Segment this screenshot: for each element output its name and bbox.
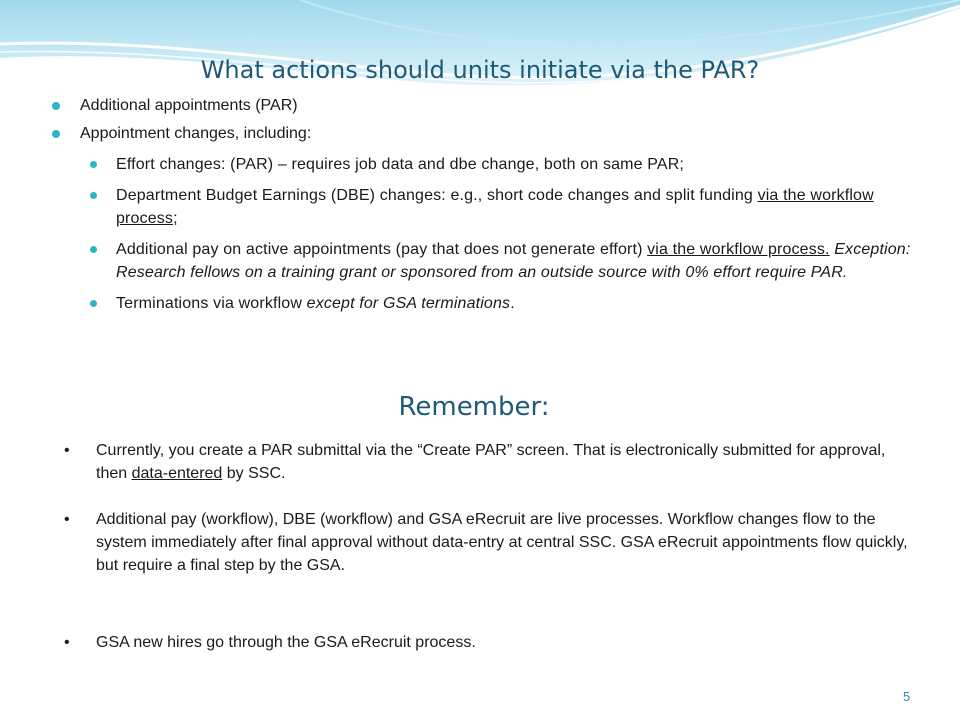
sub-bullet-list	[78, 153, 928, 315]
page-number: 5	[903, 689, 911, 704]
remember-item-create-par: • Currently, you create a PAR submittal via the “Create PAR” screen. That is electronically submitted for approval, then data-entered by SSC.	[64, 439, 914, 485]
bullet-appointment-changes: Appointment changes, including: Effort changes: (PAR) – requires job data and dbe change, both on same PAR; Department Budget Earnings (DBE) changes: e.g., short code changes and split funding via the workflow process; Additional pay on active appointments (pay that does not generate effort) via the workflow process. Exception: Research fellows on a training grant or sponsored from an outside source with 0% effort require PAR. Terminations via workflow except for GSA terminations.	[48, 124, 928, 315]
sub-bullet-terminations: Terminations via workflow except for GSA terminations.	[78, 292, 928, 315]
underlined-text: via the workflow process.	[647, 241, 830, 258]
remember-item-gsa-new-hires: • GSA new hires go through the GSA eRecruit process.	[64, 631, 914, 654]
remember-item-live-processes: • Additional pay (workflow), DBE (workflow) and GSA eRecruit are live processes. Workflow changes flow to the system immediately after final approval without data-entry at central SSC. GSA eRecruit appointments flow quickly, but require a final step by the GSA.	[64, 508, 914, 577]
sub-bullet-additional-pay: Additional pay on active appointments (pay that does not generate effort) via the workflow process. Exception: Research fellows on a training grant or sponsored from an outside source with 0% effort require PAR.	[78, 238, 928, 284]
exception-note: except for GSA terminations	[306, 295, 511, 312]
bullet-additional-appointments: Additional appointments (PAR)	[48, 96, 928, 115]
header-wave-decoration	[0, 0, 960, 110]
bullet-list	[48, 96, 928, 324]
remember-heading: Remember:	[398, 392, 550, 422]
sub-bullet-dbe-changes: Department Budget Earnings (DBE) changes: e.g., short code changes and split funding via the workflow process;	[78, 184, 928, 230]
sub-bullet-effort-changes: Effort changes: (PAR) – requires job data and dbe change, both on same PAR;	[78, 153, 928, 176]
slide-title: What actions should units initiate via the PAR?	[200, 56, 760, 84]
underlined-text: data-entered	[131, 465, 223, 482]
underlined-text: via the workflow process;	[116, 187, 874, 227]
exception-note: Exception: Research fellows on a training grant or sponsored from an outside source with 0% effort require PAR.	[116, 241, 911, 281]
